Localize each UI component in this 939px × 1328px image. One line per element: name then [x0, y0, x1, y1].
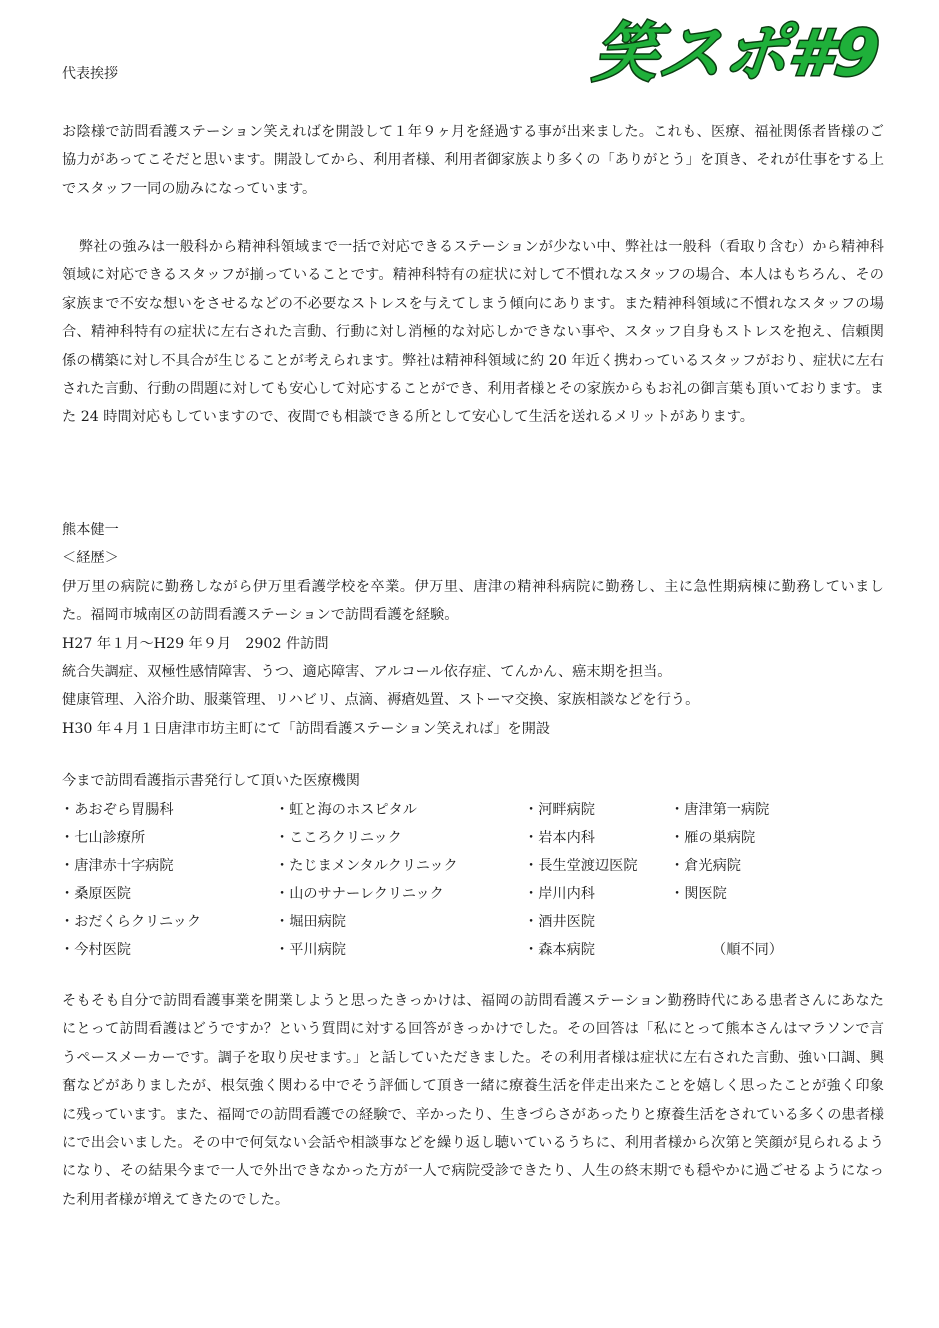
institution-item: ・唐津第一病院: [670, 802, 770, 818]
opening-text: H30 年４月１日唐津市坊主町にて「訪問看護ステーション笑えれば」を開設: [62, 720, 551, 737]
institution-item: ・桑原医院: [60, 886, 131, 902]
greeting-heading: 代表挨拶: [62, 66, 118, 82]
institution-item: ・あおぞら胃腸科: [60, 802, 174, 818]
institution-item: ・堀田病院: [275, 914, 346, 930]
newsletter-logo: 笑スポ#9: [590, 17, 884, 91]
institution-item: ・森本病院: [524, 942, 595, 958]
institution-item: ・平川病院: [275, 942, 346, 958]
institution-item: ・酒井医院: [524, 914, 595, 930]
institution-item: ・七山診療所: [60, 830, 146, 846]
institution-item: ・河畔病院: [524, 802, 595, 818]
order-note: （順不同）: [712, 942, 783, 958]
institutions-title: 今まで訪問看護指示書発行して頂いた医療機関: [62, 773, 360, 789]
institution-item: ・倉光病院: [670, 858, 741, 874]
institution-item: ・こころクリニック: [275, 830, 402, 846]
story-paragraph: そもそも自分で訪問看護事業を開業しようと思ったきっかけは、福岡の訪問看護ステーション勤務時代にある患者さんにあなたにとって訪問看護はどうですか？という質問に対する回答がきっかけでした。その回答は「私にとって熊本さんはマラソンで言うペースメーカーです。調子を取り戻せます。」と話していただきました。その利用者様は症状に左右された言動、強い口調、興奮などがありましたが、根気強く関わる中でそう評価して頂き一緒に療養生活を伴走出来たことを嬉しく思ったことが強く印象に残っています。また、福岡での訪問看護での経験で、辛かったり、生きづらさがあったりと療養生活をされている多くの患者様にで出会いました。その中で何気ない会話や相談事などを繰り返し聴いているうちに、利用者様から次第と笑顔が見られるようになり、その結果今まで一人で外出できなかった方が一人で病院受診できたり、人生の終末期でも穏やかに過ごせるようになった利用者様が増えてきたのでした。: [62, 993, 884, 1208]
intro-paragraph: お陰様で訪問看護ステーション笑えればを開設して１年９ヶ月を経過する事が出来ました。これも、医療、福祉関係者皆様のご協力があってこそだと思います。開設してから、利用者様、利用者御家族より多くの「ありがとう」を頂き、それが仕事をする上でスタッフ一同の励みになっています。: [62, 124, 884, 197]
institution-item: ・たじまメンタルクリニック: [275, 858, 458, 874]
visit-record: H27 年１月〜H29 年９月 2902 件訪問: [62, 635, 329, 652]
institution-item: ・山のサナーレクリニック: [275, 886, 444, 902]
institution-item: ・岸川内科: [524, 886, 595, 902]
career-text: 伊万里の病院に勤務しながら伊万里看護学校を卒業。伊万里、唐津の精神科病院に勤務し、主に急性期病棟に勤務していました。福岡市城南区の訪問看護ステーションで訪問看護を経験。: [62, 578, 884, 624]
institution-item: ・岩本内科: [524, 830, 595, 846]
institution-item: ・長生堂渡辺医院: [524, 858, 638, 874]
profile-name: 熊本健一: [62, 522, 119, 538]
institution-item: ・今村医院: [60, 942, 131, 958]
institution-item: ・虹と海のホスピタル: [275, 802, 417, 818]
services-text: 健康管理、入浴介助、服薬管理、リハビリ、点滴、褥瘡処置、ストーマ交換、家族相談などを行う。: [62, 692, 700, 709]
institution-item: ・唐津赤十字病院: [60, 858, 174, 874]
strengths-paragraph: 弊社の強みは一般科から精神科領域まで一括で対応できるステーションが少ない中、弊社は一般科（看取り含む）から精神科領域に対応できるスタッフが揃っていることです。精神科特有の症状に対して不慣れなスタッフの場合、本人はもちろん、その家族まで不安な想いをさせるなどの不必要なストレスを与えてしまう傾向にあります。また精神科領域に不慣れなスタッフの場合、精神科特有の症状に左右された言動、行動に対し消極的な対応しかできない事や、スタッフ自身もストレスを抱え、信頼関係の構築に対し不具合が生じることが考えられます。弊社は精神科領域に約 20 年近く携わっているスタッフがおり、症状に左右された言動、行動の問題に対しても安心して対応することができ、利用者様とその家族からもお礼の御言葉も頂いております。また 24 時間対応もしていますので、夜間でも相談できる所として安心して生活を送れるメリットがあります。: [62, 239, 884, 426]
institution-item: ・関医院: [670, 886, 727, 902]
institution-item: ・おだくらクリニック: [60, 914, 202, 930]
institution-item: ・雁の巣病院: [670, 830, 756, 846]
conditions-text: 統合失調症、双極性感情障害、うつ、適応障害、アルコール依存症、てんかん、癌末期を担当。: [62, 664, 672, 681]
profile-section: [62, 516, 884, 743]
career-label: ＜経歴＞: [62, 550, 119, 567]
